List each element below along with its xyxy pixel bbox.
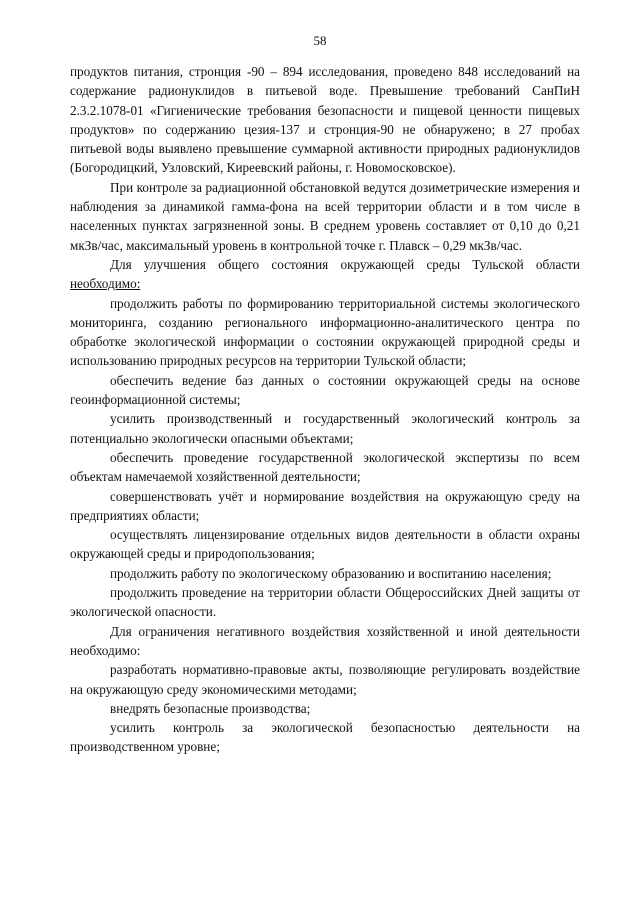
paragraph-1: продуктов питания, стронция -90 – 894 исследования, проведено 848 исследований на содержание радионуклидов в питьевой воде. Превышение требований СанПиН 2.3.2.1078-01 «Гигиенические требования безопасности и пищевой ценности пищевых продуктов» по содержанию цезия-137 и стронция-90 не обнаружено; в 27 пробах питьевой воды выявлено превышение суммарной активности природных радионуклидов (Богородицкий, Узловский, Киреевский районы, г. Новомосковское).	[70, 64, 580, 176]
page-number: 58	[313, 33, 327, 48]
paragraph-3-text: Для улучшения общего состояния окружающей среды Тульской области	[110, 256, 580, 272]
paragraph-6: усилить производственный и государственный экологический контроль за потенциально экологически опасными объектами;	[70, 411, 580, 446]
paragraph-7: обеспечить проведение государственной экологической экспертизы по всем объектам намечаемой хозяйственной деятельности;	[70, 449, 580, 485]
paragraph-15: усилить контроль за экологической безопасностью деятельности на производственном уровне;	[70, 720, 580, 755]
paragraph-12: Для ограничения негативного воздействия хозяйственной и иной деятельности необходимо:	[70, 623, 580, 658]
paragraph-10: продолжить работу по экологическому образованию и воспитанию населения;	[110, 565, 552, 581]
paragraph-4: продолжить работы по формированию территориальной системы экологического мониторинга, созданию регионального информационно-аналитического центра по обработке экологической информации о состоянии окружающей природной среды и использованию природных ресурсов на территории Тульской области;	[70, 295, 580, 369]
paragraph-13: разработать нормативно-правовые акты, позволяющие регулировать воздействие на окружающую среду экономическими методами;	[70, 662, 580, 697]
paragraph-2: При контроле за радиационной обстановкой ведутся дозиметрические измерения и наблюдения за динамикой гамма-фона на всей территории области и в том числе в населенных пунктах загрязненной зоны. В среднем уровень составляет от 0,10 до 0,21 мкЗв/час, максимальный уровень в контрольной точке г. Плавск – 0,29 мкЗв/час.	[70, 179, 580, 253]
document-body	[70, 62, 580, 757]
paragraph-9: осуществлять лицензирование отдельных видов деятельности в области охраны окружающей среды и природопользования;	[70, 527, 580, 562]
paragraph-14: внедрять безопасные производства;	[110, 700, 311, 716]
paragraph-3-underlined: необходимо:	[70, 276, 141, 292]
paragraph-8: совершенствовать учёт и нормирование воздействия на окружающую среду на предприятиях области;	[70, 488, 580, 523]
paragraph-11: продолжить проведение на территории области Общероссийских Дней защиты от экологической опасности.	[70, 585, 580, 620]
paragraph-5: обеспечить ведение баз данных о состоянии окружающей среды на основе геоинформационной системы;	[70, 372, 580, 408]
paragraph-3	[70, 255, 580, 294]
